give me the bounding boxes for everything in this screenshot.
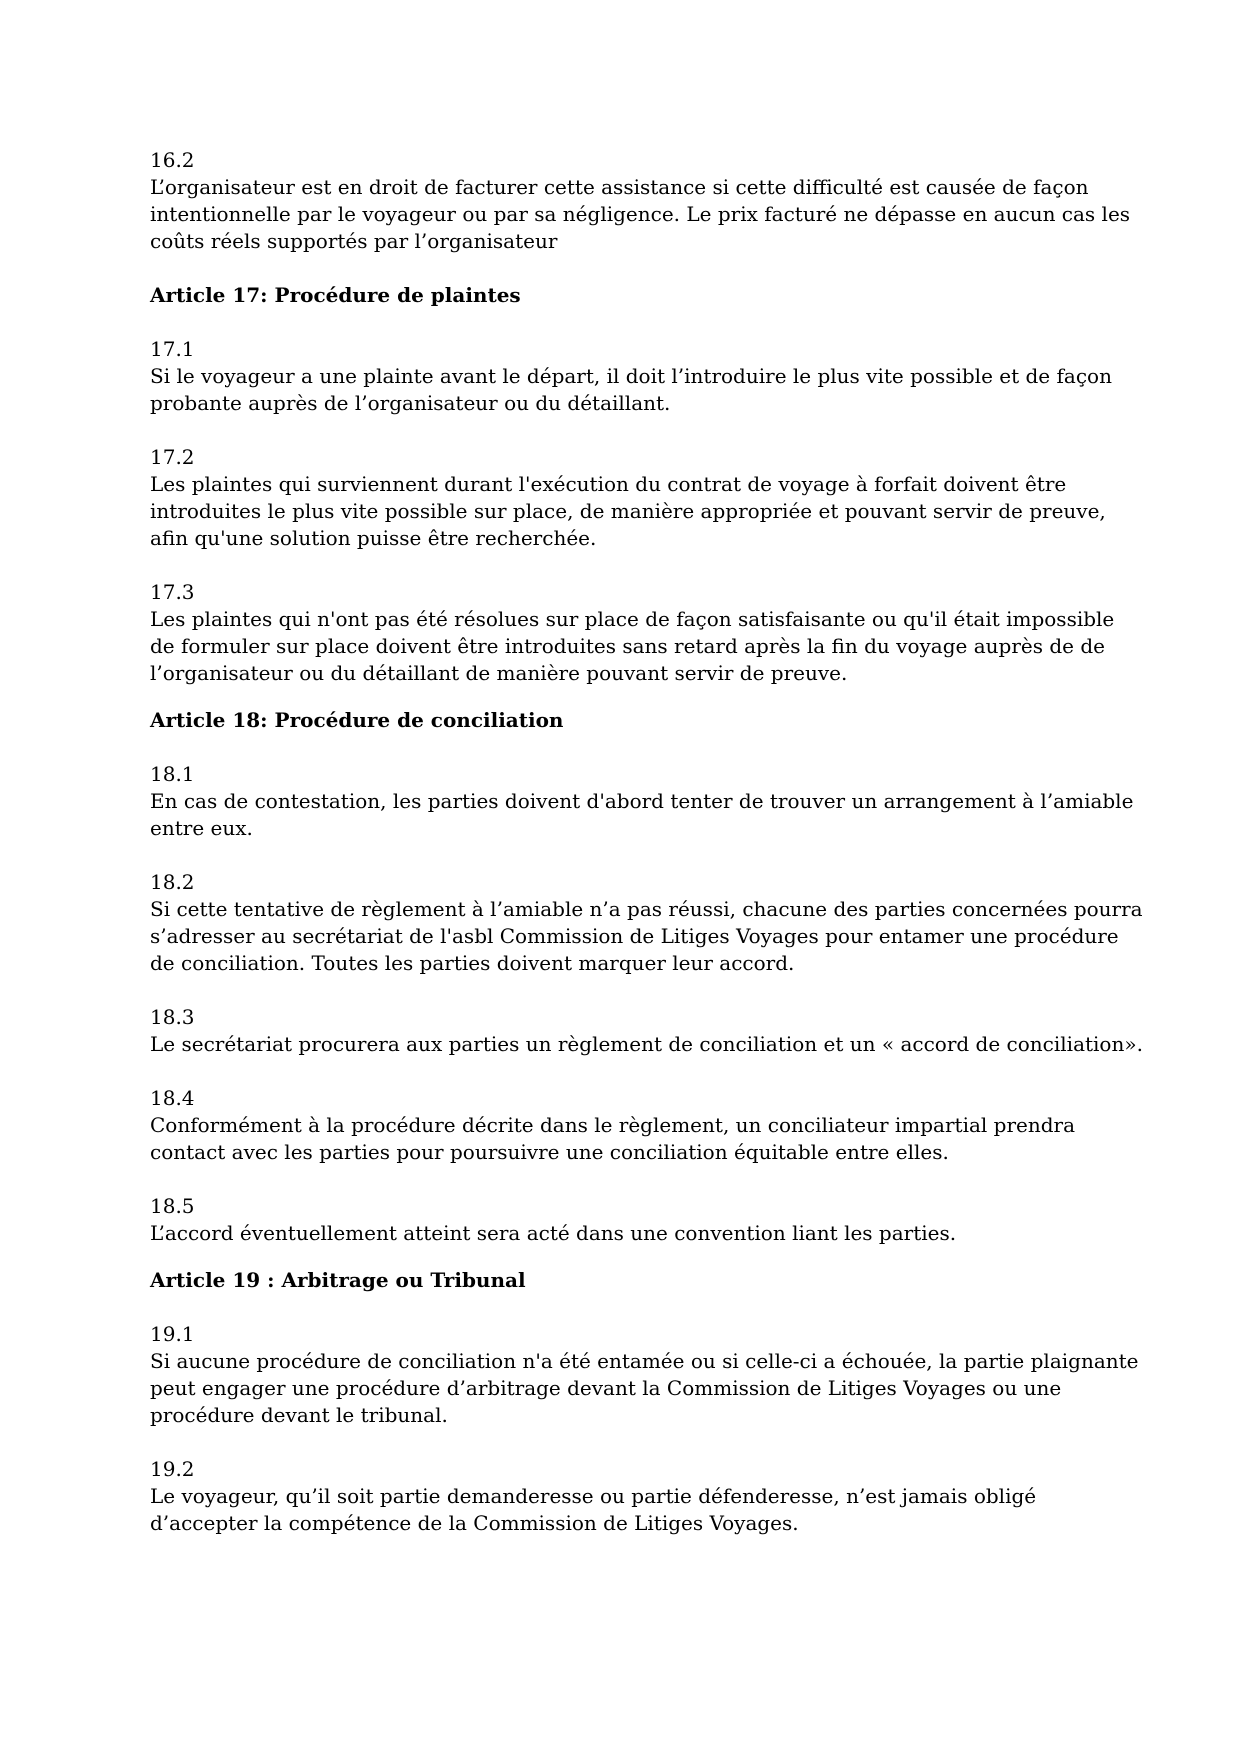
clause-text: Les plaintes qui surviennent durant l'exécution du contrat de voyage à forfait doivent être introduites le plus vite possible sur place, de manière appropriée et pouvant servir de preuve, afin qu'une solution puisse être recherchée. [150,472,1106,550]
clause-18-5 [150,1193,1150,1247]
clause-18-1 [150,761,1150,842]
clause-text: Le voyageur, qu’il soit partie demanderesse ou partie défenderesse, n’est jamais obligé d’accepter la compétence de la Commission de Litiges Voyages. [150,1484,1037,1535]
clause-17-1 [150,336,1150,417]
clause-18-3 [150,1004,1150,1058]
article-17-heading: Article 17: Procédure de plaintes [150,283,521,307]
clause-17-2 [150,444,1150,552]
clause-18-2 [150,869,1150,977]
clause-number: 17.2 [150,445,195,469]
clause-number: 18.1 [150,762,195,786]
clause-text: Le secrétariat procurera aux parties un règlement de conciliation et un « accord de conciliation». [150,1032,1143,1056]
clause-19-1 [150,1321,1150,1429]
clause-17-3 [150,579,1150,687]
clause-number: 17.3 [150,580,195,604]
clause-number: 18.3 [150,1005,195,1029]
clause-number: 19.2 [150,1457,195,1481]
clause-number: 18.5 [150,1194,195,1218]
clause-text: Les plaintes qui n'ont pas été résolues sur place de façon satisfaisante ou qu'il était impossible de formuler sur place doivent être introduites sans retard après la fin du voyage auprès de de l’organisateur ou du détaillant de manière pouvant servir de preuve. [150,607,1115,685]
article-19-heading: Article 19 : Arbitrage ou Tribunal [150,1268,526,1292]
clause-text: L’organisateur est en droit de facturer cette assistance si cette difficulté est causée de façon intentionnelle par le voyageur ou par sa négligence. Le prix facturé ne dépasse en aucun cas les coûts réels supportés par l’organisateur [150,175,1131,253]
article-18-heading: Article 18: Procédure de conciliation [150,708,564,732]
clause-text: Conformément à la procédure décrite dans le règlement, un conciliateur impartial prendra contact avec les parties pour poursuivre une conciliation équitable entre elles. [150,1113,1076,1164]
clause-text: En cas de contestation, les parties doivent d'abord tenter de trouver un arrangement à l’amiable entre eux. [150,789,1134,840]
clause-number: 19.1 [150,1322,195,1346]
clause-number: 18.4 [150,1086,195,1110]
clause-16-2 [150,147,1150,255]
clause-19-2 [150,1456,1150,1537]
clause-text: Si le voyageur a une plainte avant le départ, il doit l’introduire le plus vite possible et de façon probante auprès de l’organisateur ou du détaillant. [150,364,1112,415]
clause-number: 17.1 [150,337,195,361]
clause-number: 18.2 [150,870,195,894]
clause-text: Si cette tentative de règlement à l’amiable n’a pas réussi, chacune des parties concernées pourra s’adresser au secrétariat de l'asbl Commission de Litiges Voyages pour entamer une procédure de conciliation. Toutes les parties doivent marquer leur accord. [150,897,1143,975]
clause-number: 16.2 [150,148,195,172]
clause-text: Si aucune procédure de conciliation n'a été entamée ou si celle-ci a échouée, la partie plaignante peut engager une procédure d’arbitrage devant la Commission de Litiges Voyages ou une procédure devant le tribunal. [150,1349,1139,1427]
clause-text: L’accord éventuellement atteint sera acté dans une convention liant les parties. [150,1221,957,1245]
clause-18-4 [150,1085,1150,1166]
